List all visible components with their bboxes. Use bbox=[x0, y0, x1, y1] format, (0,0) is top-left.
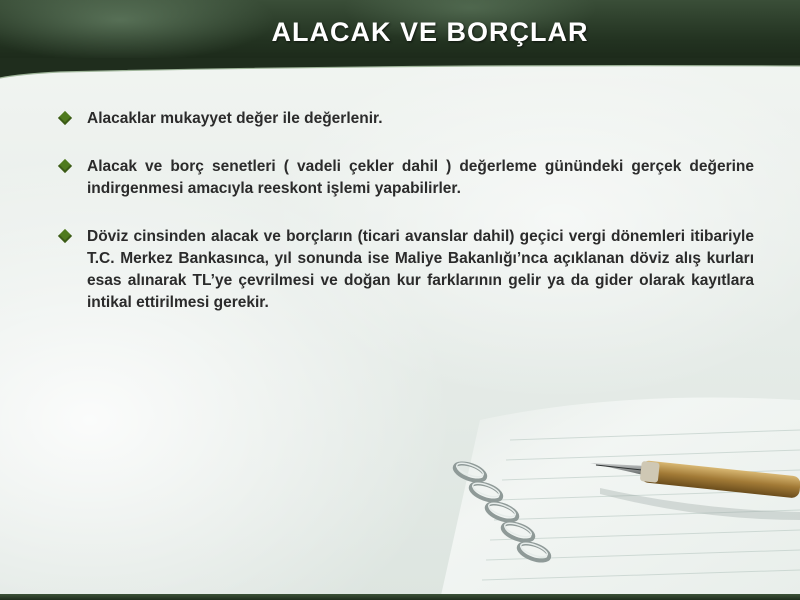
slide-title: ALACAK VE BORÇLAR bbox=[271, 17, 589, 47]
diamond-bullet-icon bbox=[58, 159, 72, 173]
diamond-bullet-icon bbox=[58, 111, 72, 125]
bullet-text: Alacaklar mukayyet değer ile değerlenir. bbox=[87, 110, 383, 127]
notebook-and-pen-illustration bbox=[420, 360, 800, 600]
diamond-bullet-icon bbox=[58, 229, 72, 243]
header-curve-decoration bbox=[0, 58, 800, 80]
bullet-text: Alacak ve borç senetleri ( vadeli çekler dahil ) değerleme günündeki gerçek değerine indirgenmesi amacıyla reeskont işlemi yapabilirler. bbox=[87, 158, 754, 197]
bottom-bar bbox=[0, 594, 800, 600]
bullet-list bbox=[56, 108, 754, 340]
bullet-item bbox=[56, 108, 754, 130]
title-bar bbox=[0, 0, 800, 66]
bullet-item bbox=[56, 156, 754, 200]
bullet-item bbox=[56, 226, 754, 314]
bullet-text: Döviz cinsinden alacak ve borçların (ticari avanslar dahil) geçici vergi dönemleri itibariyle T.C. Merkez Bankasınca, yıl sonunda ise Maliye Bakanlığı’nca açıklanan döviz alış kurları esas alınarak TL’ye çevrilmesi ve doğan kur farklarının gelir ya da gider olarak kayıtlara intikal ettirilmesi gerekir. bbox=[87, 228, 754, 311]
